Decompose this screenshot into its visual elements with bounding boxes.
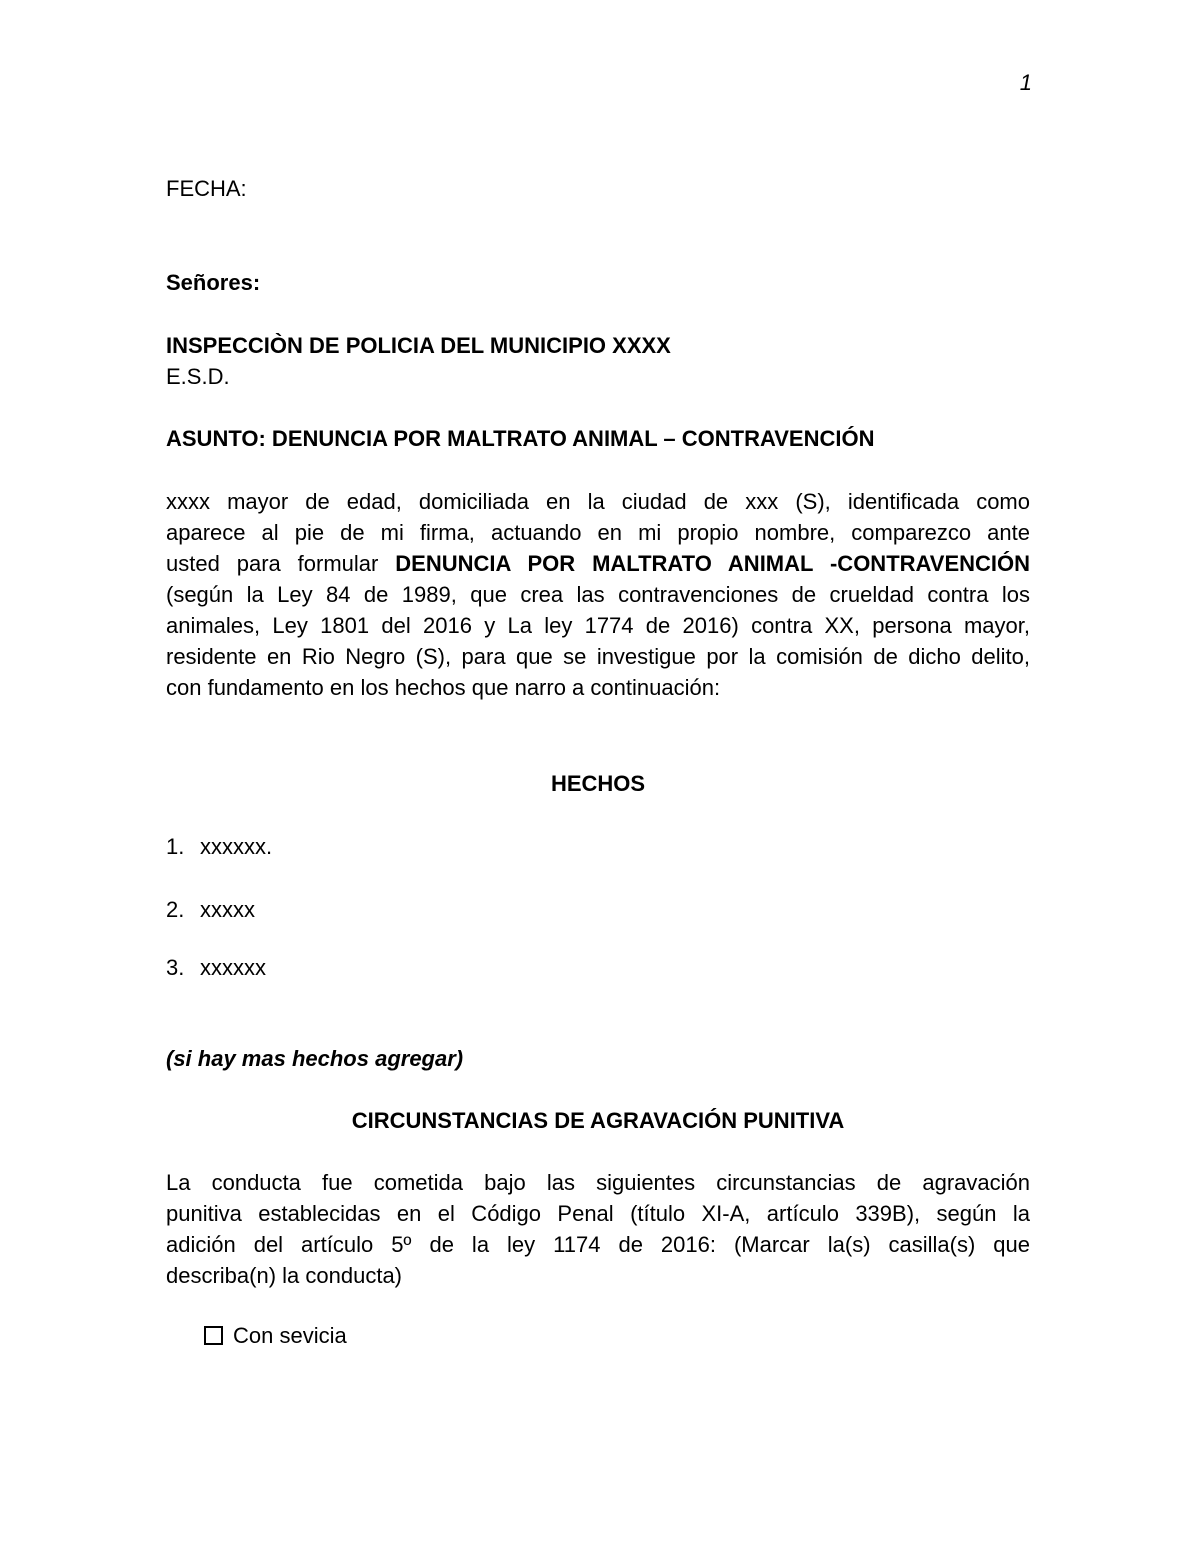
salutation: Señores: [166,270,261,295]
intro-line [166,548,1030,579]
list-item [166,831,272,862]
list-item-number: 1. [166,834,185,859]
list-item-text: xxxxx [200,897,255,922]
circ-line: La conducta fue cometida bajo las siguientes circunstancias de agravación [166,1170,1030,1195]
circ-paragraph [166,1167,1030,1291]
list-item-text: xxxxxx [200,955,266,980]
list-item-text: xxxxxx. [200,834,273,859]
intro-line: con fundamento en los hechos que narro a continuación: [166,675,721,700]
intro-line: aparece al pie de mi firma, actuando en mi propio nombre, comparezco ante [166,520,1030,545]
intro-line: xxxx mayor de edad, domiciliada en la ciudad de xxx (S), identificada como [166,489,1030,514]
circ-line: punitiva establecidas en el Código Penal (título XI-A, artículo 339B), según la [166,1201,1030,1226]
list-item [166,952,266,983]
intro-line: animales, Ley 1801 del 2016 y La ley 1774 de 2016) contra XX, persona mayor, [166,613,1030,638]
intro-line: (según la Ley 84 de 1989, que crea las contravenciones de crueldad contra los [166,582,1030,607]
circ-line: adición del artículo 5º de la ley 1174 de 2016: (Marcar la(s) casilla(s) que [166,1232,1030,1257]
checkbox-label: Con sevicia [233,1323,347,1348]
intro-line-prefix: usted para formular [166,551,396,576]
hechos-heading: HECHOS [550,771,646,796]
checkbox-icon[interactable] [204,1326,223,1345]
fecha-label: FECHA: [166,176,247,201]
list-item [166,894,255,925]
note-line: (si hay mas hechos agregar) [166,1046,464,1071]
list-item-number: 3. [166,955,185,980]
circ-heading: CIRCUNSTANCIAS DE AGRAVACIÓN PUNITIVA [351,1108,845,1133]
intro-paragraph [166,486,1030,703]
intro-line: residente en Rio Negro (S), para que se investigue por la comisión de dicho delito, [166,644,1030,669]
recipient: INSPECCIÒN DE POLICIA DEL MUNICIPIO XXXX [166,333,671,358]
checkbox-option-row[interactable] [204,1320,347,1351]
esd-line: E.S.D. [166,364,230,389]
intro-line-bold: DENUNCIA POR MALTRATO ANIMAL -CONTRAVENCIÓN [395,551,1031,576]
circ-line: describa(n) la conducta) [166,1263,403,1288]
page-number: 1 [1019,70,1032,95]
list-item-number: 2. [166,897,185,922]
subject-line: ASUNTO: DENUNCIA POR MALTRATO ANIMAL – CONTRAVENCIÓN [166,426,875,451]
